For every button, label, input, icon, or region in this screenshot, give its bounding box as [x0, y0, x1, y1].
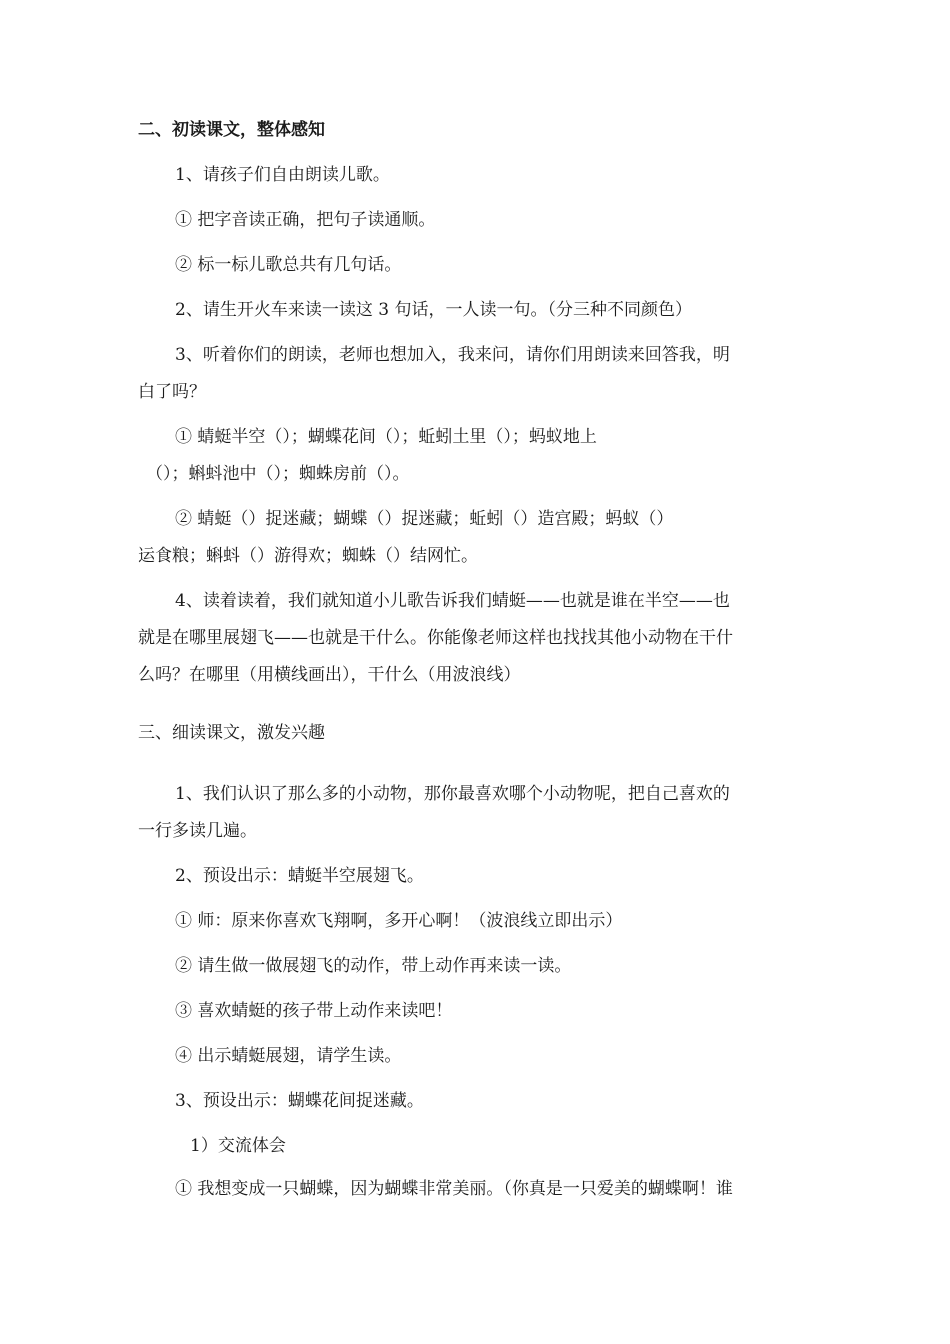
paragraph-line: 一行多读几遍。: [138, 821, 257, 841]
paragraph-line: 1、我们认识了那么多的小动物，那你最喜欢哪个小动物呢，把自己喜欢的: [175, 784, 730, 804]
paragraph-line: ① 把字音读正确，把句子读通顺。: [175, 210, 436, 230]
paragraph-line: 2、请生开火车来读一读这 3 句话，一人读一句。（分三种不同颜色）: [175, 300, 692, 320]
section-heading-2: 二、初读课文，整体感知: [138, 120, 325, 140]
paragraph-line: 就是在哪里展翅飞——也就是干什么。你能像老师这样也找找其他小动物在干什: [138, 628, 733, 648]
paragraph-line: 1）交流体会: [190, 1136, 286, 1156]
paragraph-line: ① 蜻蜓半空（）；蝴蝶花间（）；蚯蚓土里（）；蚂蚁地上: [175, 427, 597, 447]
paragraph-line: 1、请孩子们自由朗读儿歌。: [175, 165, 390, 185]
paragraph-line: ① 师：原来你喜欢飞翔啊，多开心啊！（波浪线立即出示）: [175, 911, 623, 931]
paragraph-line: 4、读着读着，我们就知道小儿歌告诉我们蜻蜓——也就是谁在半空——也: [175, 591, 730, 611]
paragraph-line: ① 我想变成一只蝴蝶，因为蝴蝶非常美丽。（你真是一只爱美的蝴蝶啊！谁: [175, 1179, 733, 1199]
paragraph-line: （）；蝌蚪池中（）；蜘蛛房前（）。: [146, 464, 410, 484]
paragraph-line: 3、听着你们的朗读，老师也想加入，我来问，请你们用朗读来回答我，明: [175, 345, 730, 365]
paragraph-line: ② 请生做一做展翅飞的动作，带上动作再来读一读。: [175, 956, 572, 976]
paragraph-line: 么吗？在哪里（用横线画出），干什么（用波浪线）: [138, 665, 521, 685]
paragraph-line: ③ 喜欢蜻蜓的孩子带上动作来读吧！: [175, 1001, 453, 1021]
paragraph-line: ② 蜻蜓（）捉迷藏；蝴蝶（）捉迷藏；蚯蚓（）造宫殿；蚂蚁（）: [175, 509, 674, 529]
paragraph-line: ② 标一标儿歌总共有几句话。: [175, 255, 402, 275]
paragraph-line: 白了吗？: [138, 382, 206, 402]
paragraph-line: 2、预设出示：蜻蜓半空展翅飞。: [175, 866, 424, 886]
paragraph-line: 运食粮；蝌蚪（）游得欢；蜘蛛（）结网忙。: [138, 546, 478, 566]
section-heading-3: 三、细读课文，激发兴趣: [138, 723, 325, 743]
paragraph-line: 3、预设出示：蝴蝶花间捉迷藏。: [175, 1091, 424, 1111]
paragraph-line: ④ 出示蜻蜓展翅，请学生读。: [175, 1046, 402, 1066]
